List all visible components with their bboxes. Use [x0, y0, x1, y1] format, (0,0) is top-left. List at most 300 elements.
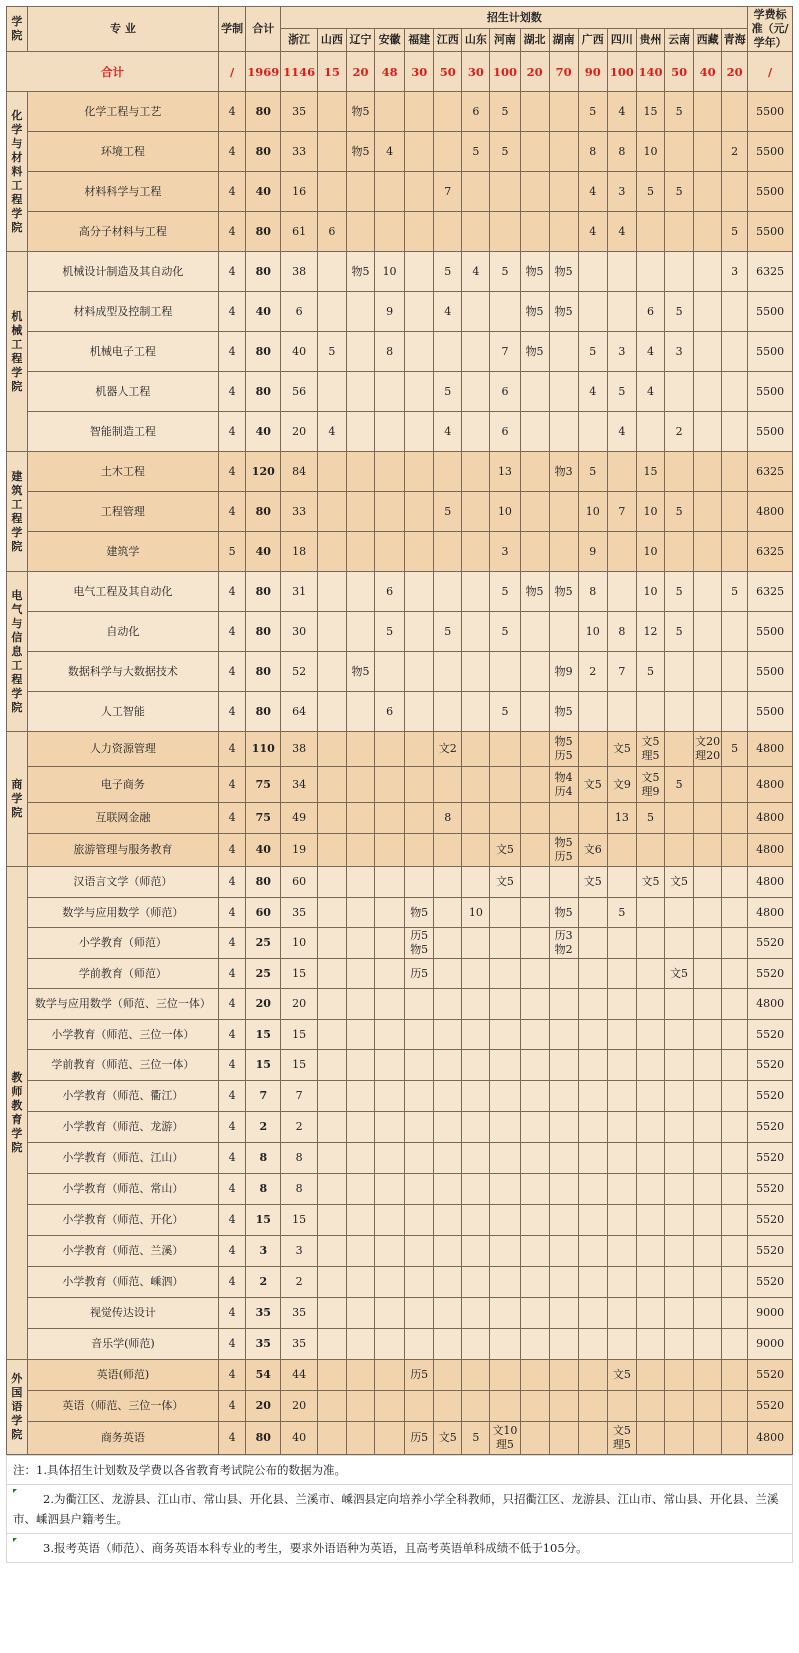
province-cell: 4 — [317, 412, 346, 452]
major-fee: 5520 — [748, 1081, 793, 1112]
province-cell — [578, 928, 607, 959]
province-cell — [665, 1112, 694, 1143]
years-header: 学制 — [219, 7, 246, 52]
province-cell — [317, 612, 346, 652]
province-cell — [722, 612, 748, 652]
province-cell — [549, 492, 578, 532]
province-cell — [434, 92, 462, 132]
province-cell: 2 — [665, 412, 694, 452]
province-cell: 文5 — [490, 834, 520, 867]
province-cell — [665, 1360, 694, 1391]
province-cell — [549, 1329, 578, 1360]
major-years: 4 — [219, 1112, 246, 1143]
province-cell — [490, 1174, 520, 1205]
province-cell: 文9 — [607, 767, 636, 803]
province-cell — [405, 612, 434, 652]
major-years: 4 — [219, 372, 246, 412]
province-cell: 物5 — [346, 652, 374, 692]
province-cell: 物5 — [346, 252, 374, 292]
province-cell — [694, 612, 722, 652]
province-cell — [375, 652, 405, 692]
province-cell — [490, 1050, 520, 1081]
province-cell — [694, 1143, 722, 1174]
province-cell — [520, 132, 549, 172]
major-fee: 4800 — [748, 732, 793, 767]
province-cell — [490, 898, 520, 928]
province-cell — [722, 1360, 748, 1391]
province-cell: 物5 — [549, 692, 578, 732]
province-cell: 60 — [281, 867, 317, 898]
province-cell — [490, 1081, 520, 1112]
major-total: 75 — [246, 767, 281, 803]
province-cell: 15 — [636, 92, 664, 132]
province-cell — [375, 834, 405, 867]
province-cell — [549, 172, 578, 212]
province-cell — [520, 1391, 549, 1422]
major-years: 4 — [219, 1020, 246, 1050]
province-cell — [549, 1236, 578, 1267]
province-cell — [434, 532, 462, 572]
province-cell: 4 — [434, 292, 462, 332]
major-fee: 5520 — [748, 1360, 793, 1391]
province-cell — [694, 867, 722, 898]
province-cell — [694, 1329, 722, 1360]
province-cell — [434, 1081, 462, 1112]
major-total: 2 — [246, 1112, 281, 1143]
major-fee: 5500 — [748, 612, 793, 652]
province-cell — [607, 959, 636, 989]
province-cell: 7 — [607, 652, 636, 692]
province-cell — [462, 692, 490, 732]
province-cell — [434, 572, 462, 612]
province-cell — [346, 1112, 374, 1143]
province-cell — [578, 1174, 607, 1205]
province-cell — [434, 1391, 462, 1422]
province-cell: 文5 理5 — [636, 732, 664, 767]
major-fee: 4800 — [748, 834, 793, 867]
province-cell — [520, 834, 549, 867]
province-cell — [317, 532, 346, 572]
province-cell: 5 — [462, 1422, 490, 1455]
major-fee: 5500 — [748, 172, 793, 212]
province-cell: 文5 — [665, 867, 694, 898]
total-province-cell: 48 — [375, 52, 405, 92]
province-cell: 5 — [375, 612, 405, 652]
province-cell — [434, 767, 462, 803]
province-cell — [607, 834, 636, 867]
province-cell — [375, 412, 405, 452]
province-cell — [694, 1391, 722, 1422]
province-cell — [722, 412, 748, 452]
province-cell — [694, 132, 722, 172]
province-cell — [346, 572, 374, 612]
plan-header: 招生计划数 — [281, 7, 748, 29]
province-cell — [694, 1050, 722, 1081]
province-cell: 10 — [578, 492, 607, 532]
major-row — [7, 1050, 793, 1081]
province-cell — [346, 898, 374, 928]
province-cell — [375, 1020, 405, 1050]
province-cell: 文5 — [636, 867, 664, 898]
province-cell — [694, 1422, 722, 1455]
major-total: 25 — [246, 928, 281, 959]
province-cell — [375, 803, 405, 834]
province-cell — [520, 652, 549, 692]
province-cell — [462, 767, 490, 803]
province-cell: 40 — [281, 332, 317, 372]
province-cell — [520, 1298, 549, 1329]
province-cell — [462, 1329, 490, 1360]
major-fee: 5500 — [748, 332, 793, 372]
province-cell — [317, 959, 346, 989]
major-total: 80 — [246, 612, 281, 652]
province-cell: 5 — [665, 572, 694, 612]
province-cell: 物5 — [549, 292, 578, 332]
province-cell: 15 — [281, 1205, 317, 1236]
province-cell: 6 — [490, 372, 520, 412]
province-cell — [665, 372, 694, 412]
province-cell — [317, 292, 346, 332]
province-cell: 3 — [490, 532, 520, 572]
province-cell — [375, 1081, 405, 1112]
province-cell: 4 — [578, 172, 607, 212]
province-cell — [694, 1020, 722, 1050]
province-cell: 5 — [578, 452, 607, 492]
province-cell — [549, 212, 578, 252]
major-name: 工程管理 — [27, 492, 218, 532]
province-cell — [694, 898, 722, 928]
province-header: 山西 — [317, 29, 346, 52]
province-cell — [578, 732, 607, 767]
major-fee: 4800 — [748, 989, 793, 1020]
province-cell — [665, 898, 694, 928]
major-name: 视觉传达设计 — [27, 1298, 218, 1329]
green-corner-icon — [13, 1489, 17, 1493]
major-row — [7, 652, 793, 692]
province-cell — [549, 412, 578, 452]
province-cell: 8 — [607, 612, 636, 652]
province-cell — [549, 1422, 578, 1455]
province-cell — [722, 898, 748, 928]
province-cell: 5 — [490, 252, 520, 292]
major-years: 4 — [219, 492, 246, 532]
province-cell: 7 — [490, 332, 520, 372]
province-cell — [520, 372, 549, 412]
major-row — [7, 572, 793, 612]
province-cell — [549, 1081, 578, 1112]
major-fee: 6325 — [748, 252, 793, 292]
major-total: 110 — [246, 732, 281, 767]
province-cell — [722, 92, 748, 132]
province-cell: 35 — [281, 1298, 317, 1329]
province-cell: 3 — [607, 172, 636, 212]
province-cell — [520, 959, 549, 989]
province-cell — [490, 732, 520, 767]
major-years: 4 — [219, 1298, 246, 1329]
province-cell: 15 — [281, 959, 317, 989]
province-cell — [607, 1143, 636, 1174]
province-cell: 33 — [281, 492, 317, 532]
province-cell — [520, 1205, 549, 1236]
province-cell — [722, 1391, 748, 1422]
province-cell: 15 — [281, 1020, 317, 1050]
province-cell — [578, 1081, 607, 1112]
province-cell: 9 — [375, 292, 405, 332]
province-cell — [317, 252, 346, 292]
province-cell — [490, 292, 520, 332]
province-cell: 10 — [636, 532, 664, 572]
major-fee: 5520 — [748, 1236, 793, 1267]
college-name: 外国语学院 — [7, 1360, 28, 1455]
province-header: 江西 — [434, 29, 462, 52]
province-cell — [694, 652, 722, 692]
province-cell — [549, 372, 578, 412]
major-name: 电气工程及其自动化 — [27, 572, 218, 612]
province-cell — [520, 1081, 549, 1112]
province-cell: 38 — [281, 252, 317, 292]
major-total: 80 — [246, 372, 281, 412]
province-cell: 12 — [636, 612, 664, 652]
major-total: 8 — [246, 1174, 281, 1205]
province-cell — [346, 959, 374, 989]
province-cell — [636, 1174, 664, 1205]
province-cell: 2 — [281, 1112, 317, 1143]
major-fee: 4800 — [748, 1422, 793, 1455]
province-cell — [434, 1112, 462, 1143]
province-cell — [317, 1329, 346, 1360]
province-cell — [317, 1298, 346, 1329]
major-years: 5 — [219, 532, 246, 572]
province-cell: 35 — [281, 898, 317, 928]
province-cell — [346, 372, 374, 412]
province-cell: 4 — [636, 372, 664, 412]
province-cell — [462, 834, 490, 867]
total-province-cell: 50 — [665, 52, 694, 92]
province-cell — [636, 212, 664, 252]
province-cell: 20 — [281, 412, 317, 452]
province-cell — [607, 1050, 636, 1081]
major-name: 学前教育（师范、三位一体） — [27, 1050, 218, 1081]
province-cell — [346, 1174, 374, 1205]
major-row — [7, 692, 793, 732]
province-cell — [636, 1236, 664, 1267]
major-fee: 5500 — [748, 372, 793, 412]
major-years: 4 — [219, 1360, 246, 1391]
total-province-cell: 30 — [462, 52, 490, 92]
major-row — [7, 1329, 793, 1360]
major-name: 学前教育（师范） — [27, 959, 218, 989]
province-cell — [578, 292, 607, 332]
province-cell: 文5 — [665, 959, 694, 989]
province-cell — [346, 1081, 374, 1112]
province-cell — [405, 332, 434, 372]
major-row — [7, 132, 793, 172]
province-cell — [346, 1422, 374, 1455]
province-cell — [317, 1205, 346, 1236]
province-cell: 33 — [281, 132, 317, 172]
major-fee: 5500 — [748, 292, 793, 332]
total-province-cell: 70 — [549, 52, 578, 92]
major-row — [7, 1020, 793, 1050]
province-cell — [317, 867, 346, 898]
province-cell — [520, 452, 549, 492]
province-cell — [375, 212, 405, 252]
province-cell — [520, 1174, 549, 1205]
province-cell — [434, 212, 462, 252]
province-cell — [346, 1267, 374, 1298]
province-cell — [405, 1205, 434, 1236]
major-name: 小学教育（师范、龙游） — [27, 1112, 218, 1143]
major-total: 7 — [246, 1081, 281, 1112]
major-row — [7, 803, 793, 834]
province-cell — [462, 1236, 490, 1267]
province-cell — [722, 492, 748, 532]
province-cell: 物5 — [346, 132, 374, 172]
province-cell — [462, 172, 490, 212]
province-cell — [405, 834, 434, 867]
province-cell — [607, 1081, 636, 1112]
province-cell — [490, 1391, 520, 1422]
province-cell: 10 — [636, 572, 664, 612]
province-cell — [346, 1329, 374, 1360]
province-cell: 文5 — [434, 1422, 462, 1455]
province-cell: 8 — [434, 803, 462, 834]
total-header: 合计 — [246, 7, 281, 52]
major-fee: 9000 — [748, 1329, 793, 1360]
province-cell — [520, 928, 549, 959]
province-cell — [694, 492, 722, 532]
province-cell: 5 — [665, 172, 694, 212]
province-cell — [317, 452, 346, 492]
major-row — [7, 292, 793, 332]
province-cell — [520, 212, 549, 252]
major-row — [7, 1143, 793, 1174]
province-cell — [636, 1298, 664, 1329]
province-cell — [636, 1329, 664, 1360]
province-cell — [520, 692, 549, 732]
province-cell: 4 — [578, 212, 607, 252]
province-cell: 文10 理5 — [490, 1422, 520, 1455]
college-header: 学院 — [7, 7, 28, 52]
province-cell — [375, 1298, 405, 1329]
major-fee: 5520 — [748, 1391, 793, 1422]
province-cell — [317, 572, 346, 612]
major-fee: 5500 — [748, 132, 793, 172]
major-years: 4 — [219, 867, 246, 898]
province-cell — [462, 1020, 490, 1050]
province-cell — [434, 332, 462, 372]
province-cell — [462, 1174, 490, 1205]
province-cell — [694, 1112, 722, 1143]
province-cell — [405, 989, 434, 1020]
province-cell — [346, 452, 374, 492]
province-cell — [607, 1391, 636, 1422]
major-fee: 6325 — [748, 532, 793, 572]
province-cell — [462, 212, 490, 252]
province-cell — [549, 1360, 578, 1391]
province-cell — [462, 292, 490, 332]
province-cell — [520, 1360, 549, 1391]
province-cell — [578, 692, 607, 732]
province-cell: 9 — [578, 532, 607, 572]
province-cell — [490, 959, 520, 989]
province-cell: 56 — [281, 372, 317, 412]
province-cell — [665, 1298, 694, 1329]
province-cell — [549, 959, 578, 989]
major-fee: 6325 — [748, 572, 793, 612]
province-cell — [405, 292, 434, 332]
province-cell — [665, 452, 694, 492]
province-cell — [549, 867, 578, 898]
province-cell: 4 — [636, 332, 664, 372]
province-cell — [405, 412, 434, 452]
major-name: 数学与应用数学（师范） — [27, 898, 218, 928]
province-cell — [317, 989, 346, 1020]
total-province-cell: 20 — [520, 52, 549, 92]
major-total: 80 — [246, 572, 281, 612]
province-cell — [405, 492, 434, 532]
major-total: 80 — [246, 212, 281, 252]
note-3: 3.报考英语（师范）、商务英语本科专业的考生，要求外语语种为英语，且高考英语单科成绩不低于105分。 — [6, 1534, 793, 1563]
province-cell — [722, 172, 748, 212]
province-cell — [549, 1174, 578, 1205]
province-cell: 物5 — [549, 252, 578, 292]
province-cell — [636, 1020, 664, 1050]
province-cell — [346, 732, 374, 767]
major-fee: 6325 — [748, 452, 793, 492]
major-total: 15 — [246, 1205, 281, 1236]
province-cell: 物5 — [549, 572, 578, 612]
major-total: 80 — [246, 492, 281, 532]
province-cell: 15 — [281, 1050, 317, 1081]
province-cell — [549, 1050, 578, 1081]
province-cell — [636, 1112, 664, 1143]
province-cell: 物5 — [549, 898, 578, 928]
province-cell: 35 — [281, 1329, 317, 1360]
major-fee: 5520 — [748, 1205, 793, 1236]
province-cell: 物3 — [549, 452, 578, 492]
major-total: 80 — [246, 692, 281, 732]
province-cell — [375, 1050, 405, 1081]
province-cell — [346, 767, 374, 803]
province-cell — [405, 1020, 434, 1050]
province-cell — [317, 928, 346, 959]
province-cell: 44 — [281, 1360, 317, 1391]
major-name: 化学工程与工艺 — [27, 92, 218, 132]
major-years: 4 — [219, 572, 246, 612]
province-cell — [375, 92, 405, 132]
province-header: 四川 — [607, 29, 636, 52]
province-cell — [578, 1391, 607, 1422]
province-cell: 6 — [636, 292, 664, 332]
major-name: 自动化 — [27, 612, 218, 652]
province-cell: 物5 — [520, 292, 549, 332]
province-cell — [317, 1267, 346, 1298]
province-cell — [405, 1112, 434, 1143]
province-cell — [636, 834, 664, 867]
province-cell: 30 — [281, 612, 317, 652]
province-cell: 38 — [281, 732, 317, 767]
province-cell: 文5 理5 — [607, 1422, 636, 1455]
province-cell — [722, 652, 748, 692]
total-province-cell: 90 — [578, 52, 607, 92]
province-cell — [549, 803, 578, 834]
province-cell — [636, 1267, 664, 1298]
province-cell — [462, 1391, 490, 1422]
province-cell — [665, 1422, 694, 1455]
province-cell — [722, 1081, 748, 1112]
province-cell — [346, 492, 374, 532]
